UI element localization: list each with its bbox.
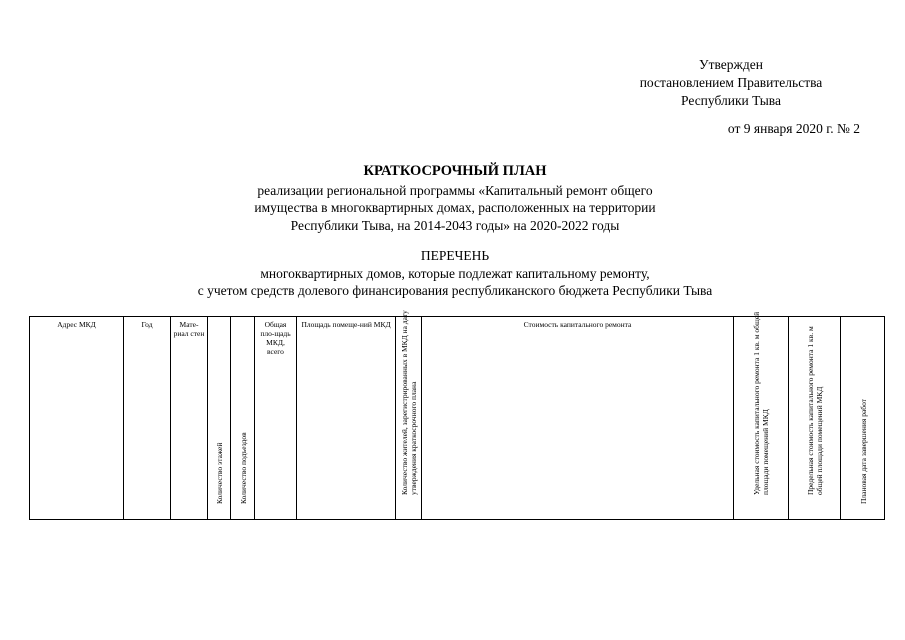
header-repair-cost: Стоимость капитального ремонта: [523, 320, 632, 329]
title-line-2: имущества в многоквартирных домах, расположенных на территории: [254, 200, 656, 215]
title-block: [100, 163, 810, 234]
col-repair-cost: [422, 317, 734, 519]
col-planned-date: [841, 317, 884, 519]
header-max-cost: Предельная стоимость капитального ремонта 1 кв. м общей площади помещений МКД: [805, 326, 824, 495]
header-address: Адрес МКД: [57, 320, 96, 329]
header-floors: Количество этажей: [215, 442, 224, 504]
approval-line-3: Республики Тыва: [681, 93, 781, 108]
header-premises-area: Площадь помеще-ний МКД: [301, 320, 391, 329]
approval-line-1: Утвержден: [699, 57, 763, 72]
list-line-1: многоквартирных домов, которые подлежат капитальному ремонту,: [260, 265, 650, 281]
document-title: КРАТКОСРОЧНЫЙ ПЛАН: [363, 163, 547, 179]
col-address: [30, 317, 124, 519]
header-unit-cost: Удельная стоимость капитального ремонта 1 кв. м общей площади помещений МКД: [752, 311, 770, 495]
header-year: Год: [141, 320, 153, 329]
header-total-area: Общая пло-щадь МКД, всего: [260, 320, 291, 356]
col-year: [124, 317, 171, 519]
col-total-area: [255, 317, 297, 519]
houses-table: [29, 310, 885, 520]
col-unit-cost: [734, 311, 789, 519]
header-entrances: Количество подъездов: [238, 432, 248, 504]
col-entrances: [231, 317, 255, 519]
approval-line-2: постановлением Правительства: [639, 75, 823, 90]
col-premises-area: [297, 317, 396, 519]
col-max-cost: [789, 317, 841, 519]
col-floors: [208, 317, 231, 519]
approval-date: от 9 января 2020 г. № 2: [727, 121, 860, 136]
col-material: [171, 317, 208, 519]
approval-block: [600, 56, 862, 138]
title-line-1: реализации региональной программы «Капитальный ремонт общего: [257, 182, 653, 198]
title-line-3: Республики Тыва, на 2014-2043 годы» на 2020-2022 годы: [290, 217, 620, 233]
header-planned-date: Плановая дата завершения работ: [858, 398, 868, 504]
list-block: [60, 247, 850, 300]
list-line-2: с учетом средств долевого финансирования республиканского бюджета Республики Тыва: [197, 283, 713, 298]
header-material: Мате-риал стен: [173, 320, 205, 338]
header-residents: Количество жителей, зарегистрированных в МКД на дату утверждения краткосрочного плана: [399, 310, 418, 495]
list-heading: ПЕРЕЧЕНЬ: [420, 248, 490, 263]
col-residents: [396, 310, 422, 519]
